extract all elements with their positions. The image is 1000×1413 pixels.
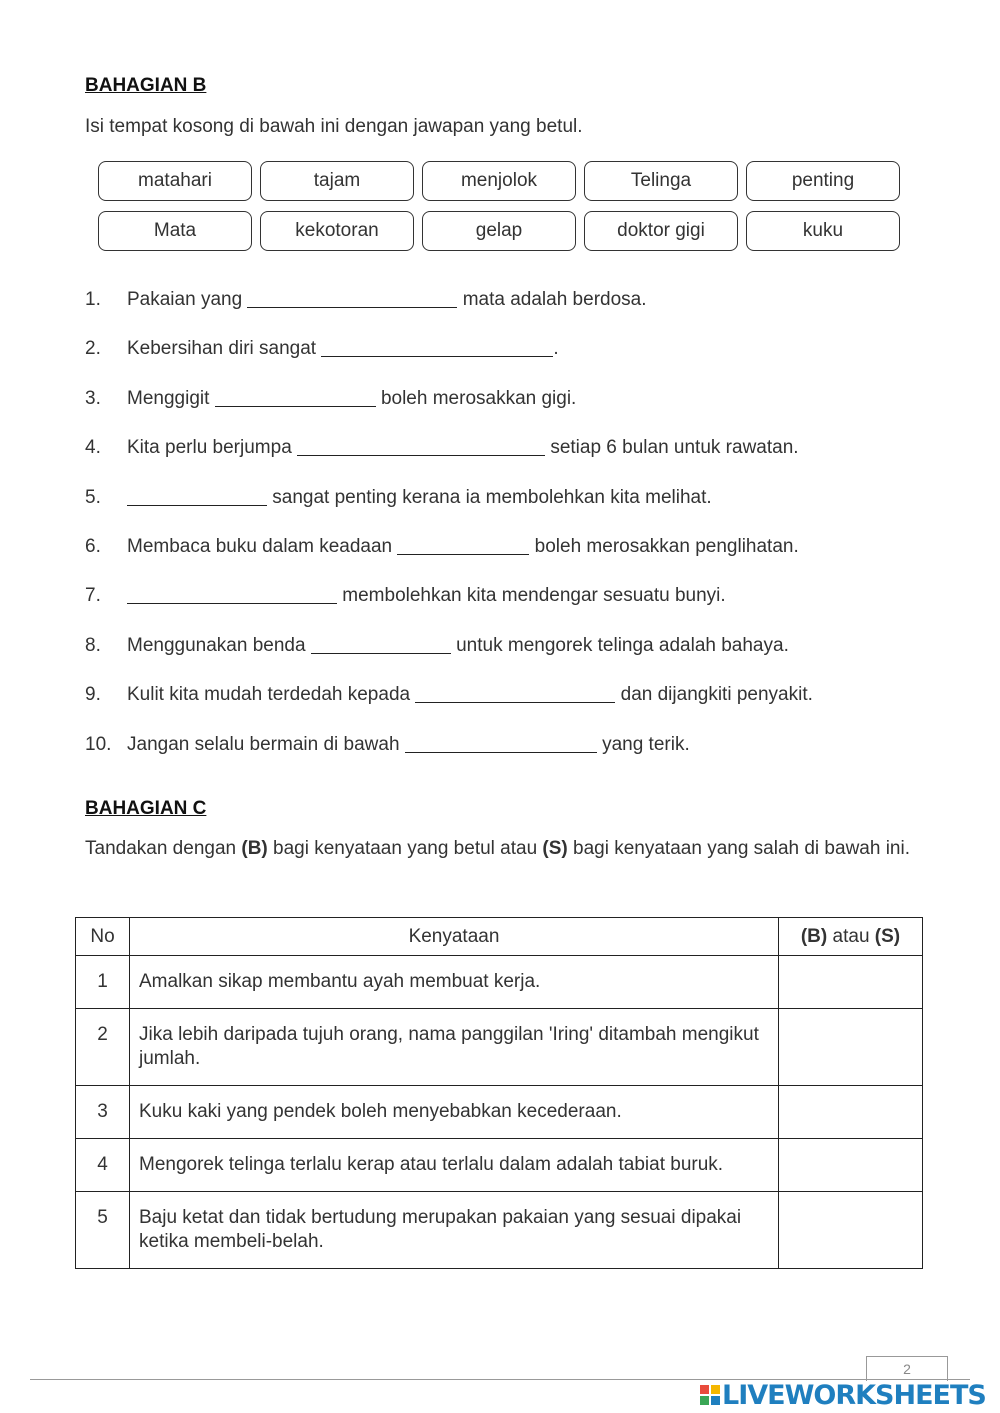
- row-statement: Kuku kaki yang pendek boleh menyebabkan kecederaan.: [130, 1086, 779, 1139]
- question-item: [85, 338, 813, 387]
- question-text-after: dan dijangkiti penyakit.: [615, 684, 813, 706]
- section-b-heading: BAHAGIAN B: [85, 75, 207, 96]
- instruction-b-marker: (B): [241, 838, 268, 859]
- true-false-table: [75, 917, 923, 1269]
- question-text-before: Kita perlu berjumpa: [127, 437, 298, 459]
- header-no: No: [76, 918, 130, 956]
- word-bank: [98, 161, 900, 251]
- question-text-after: mata adalah berdosa.: [457, 289, 647, 310]
- word-bank-item: tajam: [260, 161, 414, 201]
- question-text-before: Pakaian yang: [127, 289, 248, 310]
- header-atau: atau: [827, 925, 875, 947]
- question-item: [85, 437, 813, 486]
- word-bank-item: matahari: [98, 161, 252, 201]
- table-row: [76, 956, 923, 1009]
- answer-blank[interactable]: [247, 289, 457, 308]
- answer-blank[interactable]: [397, 536, 529, 555]
- question-text-after: membolehkan kita mendengar sesuatu bunyi.: [337, 585, 726, 607]
- answer-blank[interactable]: [127, 585, 337, 604]
- question-item: [85, 734, 813, 783]
- brand-name: LIVEWORKSHEETS: [722, 1379, 986, 1411]
- table-row: [76, 1009, 923, 1086]
- question-item: [85, 585, 813, 634]
- word-bank-item: kekotoran: [260, 211, 414, 251]
- question-text-before: Membaca buku dalam keadaan: [127, 535, 398, 557]
- row-statement: Jika lebih daripada tujuh orang, nama panggilan 'Iring' ditambah mengikut jumlah.: [130, 1009, 779, 1086]
- question-text-after: setiap 6 bulan untuk rawatan.: [545, 437, 799, 459]
- word-bank-item: kuku: [746, 211, 900, 251]
- question-text-after: untuk mengorek telinga adalah bahaya.: [450, 634, 789, 656]
- answer-blank[interactable]: [127, 487, 267, 506]
- row-number: 1: [76, 956, 130, 1009]
- row-number: 2: [76, 1009, 130, 1086]
- question-text-after: boleh merosakkan gigi.: [375, 387, 577, 409]
- row-statement: Mengorek telinga terlalu kerap atau terlalu dalam adalah tabiat buruk.: [130, 1139, 779, 1192]
- word-bank-item: doktor gigi: [584, 211, 738, 251]
- row-number: 5: [76, 1192, 130, 1269]
- question-number: 3.: [85, 387, 101, 409]
- question-text-after: yang terik.: [596, 733, 690, 755]
- table-header-row: [76, 918, 923, 956]
- word-bank-item: Telinga: [584, 161, 738, 201]
- answer-cell[interactable]: [779, 1192, 923, 1269]
- fill-blank-questions: [85, 289, 813, 783]
- page-number: 2: [866, 1356, 948, 1381]
- question-number: 1.: [85, 289, 101, 310]
- question-text-before: Kulit kita mudah terdedah kepada: [127, 684, 416, 706]
- header-s: (S): [874, 925, 901, 947]
- question-number: 5.: [85, 486, 101, 508]
- row-statement: Baju ketat dan tidak bertudung merupakan pakaian yang sesuai dipakai ketika membeli-belah.: [130, 1192, 779, 1269]
- answer-cell[interactable]: [779, 1139, 923, 1192]
- section-c-heading: BAHAGIAN C: [85, 798, 207, 819]
- question-item: [85, 289, 813, 338]
- question-number: 9.: [85, 684, 101, 706]
- answer-blank[interactable]: [321, 338, 553, 357]
- question-text-after: boleh merosakkan penglihatan.: [529, 535, 799, 557]
- question-number: 10.: [85, 733, 112, 755]
- row-number: 3: [76, 1086, 130, 1139]
- section-c-instruction: [85, 834, 915, 864]
- answer-blank[interactable]: [415, 684, 615, 703]
- answer-blank[interactable]: [215, 388, 376, 407]
- instruction-text: Tandakan dengan: [85, 838, 242, 859]
- instruction-text: bagi kenyataan yang salah di bawah ini.: [567, 838, 910, 859]
- word-bank-item: gelap: [422, 211, 576, 251]
- instruction-s-marker: (S): [542, 838, 568, 859]
- question-text-after: .: [553, 338, 559, 360]
- table-row: [76, 1086, 923, 1139]
- question-text-after: sangat penting kerana ia membolehkan kita melihat.: [267, 486, 712, 508]
- answer-blank[interactable]: [405, 734, 597, 753]
- question-number: 6.: [85, 535, 101, 557]
- answer-cell[interactable]: [779, 1086, 923, 1139]
- answer-blank[interactable]: [297, 437, 545, 456]
- answer-cell[interactable]: [779, 1009, 923, 1086]
- table-row: [76, 1192, 923, 1269]
- liveworksheets-brand: [700, 1380, 986, 1410]
- question-text-before: Menggunakan benda: [127, 634, 311, 656]
- question-number: 2.: [85, 338, 101, 360]
- question-item: [85, 536, 813, 585]
- question-item: [85, 635, 813, 684]
- word-bank-item: Mata: [98, 211, 252, 251]
- row-statement: Amalkan sikap membantu ayah membuat kerja.: [130, 956, 779, 1009]
- header-answer: [779, 918, 923, 956]
- question-number: 7.: [85, 585, 101, 607]
- row-number: 4: [76, 1139, 130, 1192]
- word-bank-item: menjolok: [422, 161, 576, 201]
- section-b-instruction: Isi tempat kosong di bawah ini dengan jawapan yang betul.: [85, 116, 583, 137]
- liveworksheets-logo-icon: [700, 1385, 720, 1405]
- question-item: [85, 487, 813, 536]
- question-text-before: Kebersihan diri sangat: [127, 338, 322, 360]
- question-text-before: Jangan selalu bermain di bawah: [127, 733, 405, 755]
- question-item: [85, 388, 813, 437]
- instruction-text: bagi kenyataan yang betul atau: [267, 838, 543, 859]
- question-number: 8.: [85, 634, 101, 656]
- word-bank-item: penting: [746, 161, 900, 201]
- answer-cell[interactable]: [779, 956, 923, 1009]
- header-statement: Kenyataan: [130, 918, 779, 956]
- question-number: 4.: [85, 437, 101, 459]
- answer-blank[interactable]: [311, 635, 451, 654]
- question-text-before: Menggigit: [127, 387, 215, 409]
- question-item: [85, 684, 813, 733]
- table-row: [76, 1139, 923, 1192]
- header-b: (B): [800, 925, 828, 947]
